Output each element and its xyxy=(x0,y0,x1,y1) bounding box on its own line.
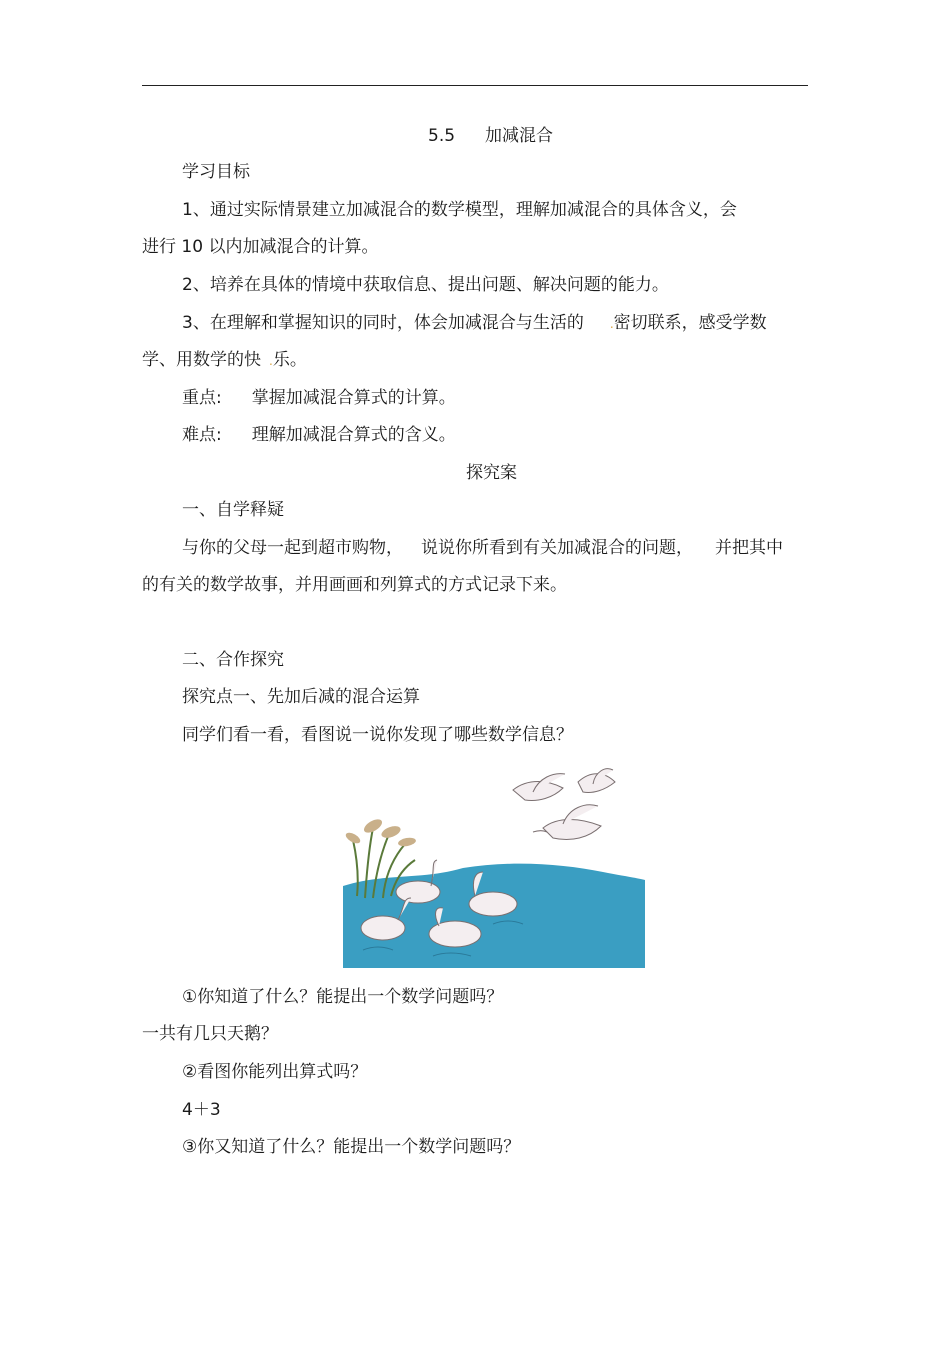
goal-1-line-2: 进行 10 以内加减混合的计算。 xyxy=(142,237,379,257)
explore-point-1-heading: 探究点一、先加后减的混合运算 xyxy=(182,687,420,707)
lesson-name: 加减混合 xyxy=(485,126,554,146)
swans-illustration xyxy=(343,768,645,968)
difficult-label: 难点: xyxy=(182,425,222,445)
question-3: ③你又知道了什么？能提出一个数学问题吗？ xyxy=(182,1137,521,1157)
key-point xyxy=(182,387,456,409)
part-1-heading: 一、自学释疑 xyxy=(182,500,284,520)
goal-2: 2、培养在具体的情境中获取信息、提出问题、解决问题的能力。 xyxy=(182,275,669,295)
part-1-text-c: 并把其中 xyxy=(715,538,783,558)
part-1-text-a: 与你的父母一起到超市购物， xyxy=(182,538,403,558)
difficult-text: 理解加减混合算式的含义。 xyxy=(251,425,456,445)
section-title: 探究案 xyxy=(466,463,517,483)
key-label: 重点: xyxy=(182,388,222,408)
part-2-heading: 二、合作探究 xyxy=(182,650,284,670)
goal-1-line-1: 1、通过实际情景建立加减混合的数学模型，理解加减混合的具体含义，会 xyxy=(182,200,737,220)
scan-mark: . xyxy=(609,317,614,331)
answer-1: 一共有几只天鹅？ xyxy=(142,1024,278,1044)
goal-3-text-a: 3、在理解和掌握知识的同时，体会加减混合与生活的 xyxy=(182,313,584,333)
reed-plumes xyxy=(344,817,416,848)
header-rule xyxy=(142,85,808,86)
question-1: ①你知道了什么？能提出一个数学问题吗？ xyxy=(182,987,504,1007)
goal-3-line-2 xyxy=(142,349,307,372)
prompt: 同学们看一看，看图说一说你发现了哪些数学信息？ xyxy=(182,725,573,745)
flying-swans xyxy=(513,769,615,840)
goals-heading: 学习目标 xyxy=(182,162,250,182)
goal-3-line-1 xyxy=(182,312,767,335)
scan-mark: . xyxy=(269,354,273,368)
goal-3-text-c: 学、用数学的快 xyxy=(142,350,261,370)
question-2: ②看图你能列出算式吗？ xyxy=(182,1062,368,1082)
part-1-line-2: 的有关的数学故事，并用画画和列算式的方式记录下来。 xyxy=(142,575,567,595)
difficult-point xyxy=(182,424,456,446)
goal-3-text-b: 密切联系，感受学数 xyxy=(613,313,767,333)
part-1-text-b: 说说你所看到有关加减混合的问题， xyxy=(421,538,693,558)
goal-3-text-d: 乐。 xyxy=(272,350,307,370)
key-text: 掌握加减混合算式的计算。 xyxy=(251,388,456,408)
lesson-title xyxy=(428,125,553,147)
part-1-line-1 xyxy=(182,537,783,559)
answer-2: 4＋3 xyxy=(182,1100,221,1120)
lesson-number: 5.5 xyxy=(428,126,456,146)
